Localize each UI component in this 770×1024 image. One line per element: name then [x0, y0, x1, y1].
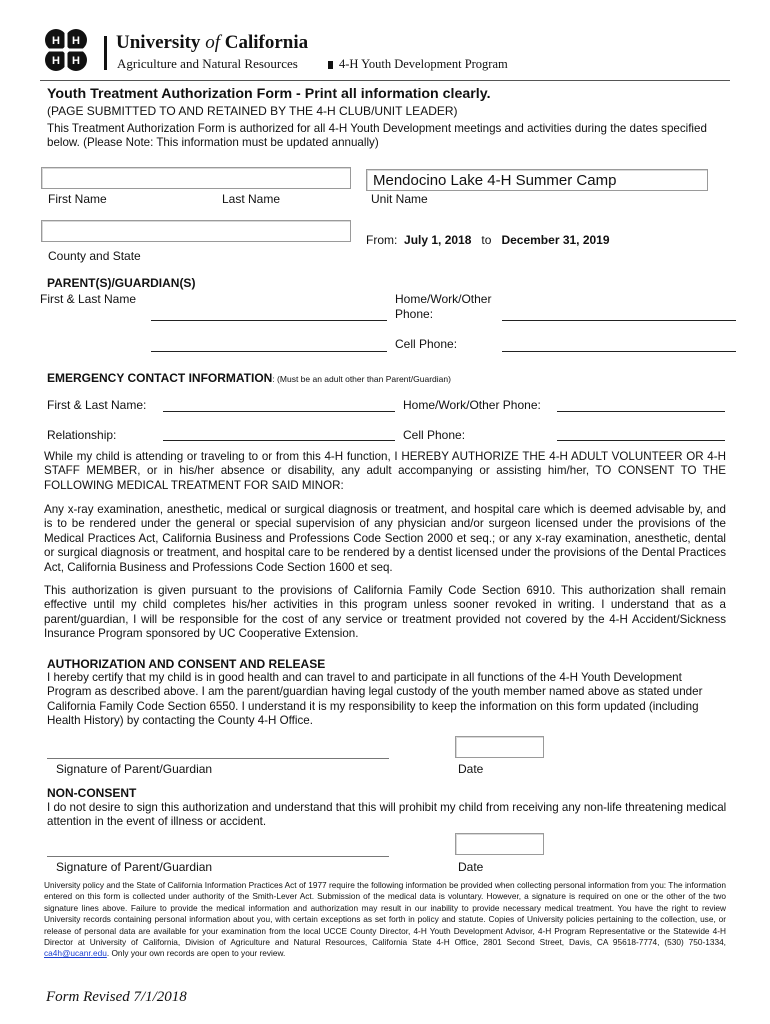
svg-text:H: H [52, 55, 60, 67]
consent-heading: AUTHORIZATION AND CONSENT AND RELEASE [47, 657, 326, 671]
parent-cell-label: Cell Phone: [395, 337, 458, 351]
nonconsent-heading: NON-CONSENT [47, 786, 137, 800]
name-input[interactable] [41, 167, 351, 189]
unit-name-value: Mendocino Lake 4-H Summer Camp [373, 172, 617, 189]
nonconsent-text: I do not desire to sign this authorization and understand that this will prohibit my child from receiving any non-life threatening medical attention in the event of illness or accident. [47, 801, 727, 829]
emergency-cell-label: Cell Phone: [403, 428, 466, 442]
four-h-clover-logo [40, 24, 92, 76]
form-title: Youth Treatment Authorization Form - Print all information clearly. [47, 86, 491, 102]
university-name: University of California [116, 32, 309, 53]
emergency-phone-label: Home/Work/Other Phone: [403, 398, 541, 412]
parent-name-line-2[interactable] [151, 351, 387, 352]
emergency-name-line[interactable] [163, 411, 395, 412]
family-code-paragraph: This authorization is given pursuant to the provisions of California Family Code Section 6910. This authorization shall remain effective until my child completes his/her activities in this program unless sooner revoked in writing. I understand that as a parent/guardian, I will be responsible for the cost of any service or treatment provided not covered by the 4-H Accident/Sickness Insurance Program sponsored by UC Cooperative Extension. [44, 584, 726, 641]
relationship-line[interactable] [163, 440, 395, 441]
authorization-paragraph: While my child is attending or traveling to or from this 4-H function, I HEREBY AUTHORIZE THE 4-H ADULT VOLUNTEER OR 4-H STAFF MEMBER, or in his/her absence or disability, any adult accompanying or assisting him/her, TO CONSENT TO THE FOLLOWING MEDICAL TREATMENT FOR SAID MINOR: [44, 450, 726, 492]
parent-home-phone-line[interactable] [502, 320, 736, 321]
nonconsent-signature-line[interactable] [47, 856, 389, 857]
svg-text:H: H [52, 35, 60, 47]
last-name-label: Last Name [222, 192, 281, 206]
header-divider-bar [104, 36, 107, 70]
parent-name-label: First & Last Name [40, 292, 137, 306]
consent-date-input[interactable] [455, 736, 544, 758]
consent-signature-line[interactable] [47, 758, 389, 759]
to-date: December 31, 2019 [501, 233, 610, 247]
consent-date-label: Date [458, 762, 484, 776]
consent-text: I hereby certify that my child is in good health and can travel to and participate in all functions of the 4-H Youth Development Program as described above. I am the parent/guardian having legal custody of the youth member named above as stated under California Family Code Section 6550. I understand it is my responsibility to keep the information on this form updated (including Health History) by contacting the County 4-H Office. [47, 671, 703, 728]
svg-text:H: H [72, 35, 80, 47]
program-bullet [328, 61, 333, 69]
form-intro: This Treatment Authorization Form is authorized for all 4-H Youth Development meetings and activities during the dates specified below. (Please Note: This information must be updated annually) [47, 122, 707, 150]
contact-email-link[interactable]: ca4h@ucanr.edu [44, 948, 107, 959]
first-name-label: First Name [48, 192, 107, 206]
county-input[interactable] [41, 220, 351, 242]
parent-heading: PARENT(S)/GUARDIAN(S) [47, 276, 196, 290]
form-subtitle: (PAGE SUBMITTED TO AND RETAINED BY THE 4-H CLUB/UNIT LEADER) [47, 104, 458, 118]
parent-home-phone-label: Home/Work/Other Phone: [395, 292, 492, 321]
nonconsent-date-input[interactable] [455, 833, 544, 855]
privacy-notice: University policy and the State of California Information Practices Act of 1977 require the following information be provided when collecting personal information from you: The information entered on this form is collected under authority of the Smith-Lever Act. Submission of the medical data is voluntary. However, a signature is required on one or the other of the two signature lines above. Failure to provide the medical information and authorization may result in our inability to provide necessary medical treatment. You have the right to review University records containing personal information about you, with certain exceptions as set forth in policy and statute. Copies of University policies pertaining to the collection, use, or release of personal data are available for your examination from the local UCCE County Director, 4-H Youth Development Advisor, 4-H Program Representative or the Statewide 4-H Director at University of California, Division of Agriculture and Natural Resources, California State 4-H Office, 2801 Second Street, Davis, CA 95618-7774, (530) 750-1334, ca4h@ucanr.edu. Only your own records are open to your review. [44, 880, 726, 959]
date-range: From: July 1, 2018 to December 31, 2019 [366, 233, 610, 247]
form-revised-date: Form Revised 7/1/2018 [46, 989, 187, 1005]
division-name: Agriculture and Natural Resources [117, 56, 298, 71]
emergency-name-label: First & Last Name: [47, 398, 147, 412]
emergency-phone-line[interactable] [557, 411, 725, 412]
emergency-cell-line[interactable] [557, 440, 725, 441]
svg-text:H: H [72, 55, 80, 67]
nonconsent-signature-label: Signature of Parent/Guardian [56, 860, 213, 874]
from-date: July 1, 2018 [404, 233, 472, 247]
nonconsent-date-label: Date [458, 860, 484, 874]
emergency-heading: EMERGENCY CONTACT INFORMATION: (Must be an adult other than Parent/Guardian) [47, 371, 451, 385]
parent-name-line[interactable] [151, 320, 387, 321]
parent-cell-line[interactable] [502, 351, 736, 352]
consent-signature-label: Signature of Parent/Guardian [56, 762, 213, 776]
unit-name-input[interactable] [366, 169, 708, 191]
treatment-paragraph: Any x-ray examination, anesthetic, medical or surgical diagnosis or treatment, and hospital care which is deemed advisable by, and is to be rendered under the general or special supervision of any physician and/or surgeon licensed under the provisions of the Medical Practices Act, California Business and Professions Code Section 2000 et seq.; or any x-ray examination, anesthetic, dental or surgical diagnosis or treatment, and hospital care to be rendered by a dentist licensed under the provisions of the Dental Practices Act, California Business and Professions Code Section 1600 et seq. [44, 503, 726, 574]
unit-name-label: Unit Name [371, 192, 428, 206]
county-label: County and State [48, 249, 141, 263]
program-name: 4-H Youth Development Program [339, 57, 508, 71]
relationship-label: Relationship: [47, 428, 117, 442]
header-rule [40, 80, 730, 81]
